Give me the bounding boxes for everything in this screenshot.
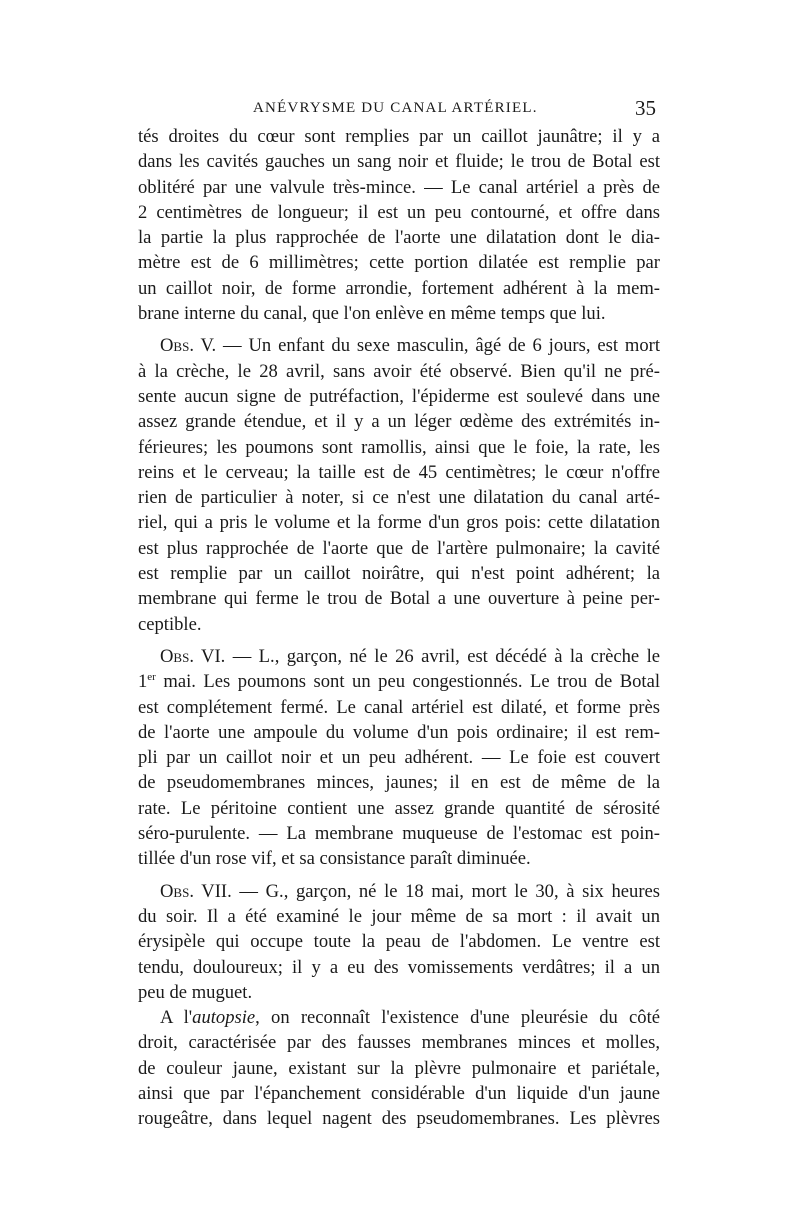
text-line: du soir. Il a été examiné le jour même de sa mort : il avait un <box>138 905 660 927</box>
text-line: férieures; les poumons sont ramollis, ainsi que le foie, la rate, les <box>138 436 660 458</box>
obs-heading-line <box>138 879 660 904</box>
obs-label: Obs. V. <box>160 335 217 357</box>
text-line: rougeâtre, dans lequel nagent des pseudomembranes. Les plèvres <box>138 1108 660 1130</box>
page-number: 35 <box>635 96 656 120</box>
text-line: assez grande étendue, et il y a un léger œdème des extrémités in- <box>138 411 660 433</box>
obs-label: Obs. VI. <box>160 645 226 667</box>
text-line: 2 centimètres de longueur; il est un peu contourné, et offre dans <box>138 201 660 223</box>
text-line: rate. Le péritoine contient une assez grande quantité de sérosité <box>138 797 660 819</box>
text-line: dans les cavités gauches un sang noir et fluide; le trou de Botal est <box>138 151 660 173</box>
text-line: de couleur jaune, existant sur la plèvre pulmonaire et pariétale, <box>138 1057 660 1079</box>
text-line: ainsi que par l'épanchement considérable d'un liquide d'un jaune <box>138 1082 660 1104</box>
text-line: rien de particulier à noter, si ce n'est une dilatation du canal arté- <box>138 487 660 509</box>
date-day: 1 <box>138 671 148 693</box>
text-line <box>138 669 660 694</box>
obs-heading-line <box>138 644 660 669</box>
ordinal-superscript: er <box>147 671 156 684</box>
text-line: est plus rapprochée de l'aorte que de l'artère pulmonaire; la cavité <box>138 537 660 559</box>
text-line: oblitéré par une valvule très-mince. — Le canal artériel a près de <box>138 176 660 198</box>
text-fragment: A l' <box>160 1007 193 1029</box>
text-line: séro-purulente. — La membrane muqueuse de l'estomac est poin- <box>138 823 660 845</box>
text-line: tendu, douloureux; il y a eu des vomissements verdâtres; il a un <box>138 956 660 978</box>
running-title: ANÉVRYSME DU CANAL ARTÉRIEL. <box>253 100 538 116</box>
text-line: à la crèche, le 28 avril, sans avoir été observé. Bien qu'il ne pré- <box>138 360 660 382</box>
text-line: tillée d'un rose vif, et sa consistance paraît diminuée. <box>138 848 531 870</box>
text-line: membrane qui ferme le trou de Botal a une ouverture à peine per- <box>138 588 660 610</box>
text-line: sente aucun signe de putréfaction, l'épiderme est soulevé dans une <box>138 385 660 407</box>
text-line: peu de muguet. <box>138 981 253 1003</box>
text-line: tés droites du cœur sont remplies par un caillot jaunâtre; il y a <box>138 126 660 147</box>
text-line: pli par un caillot noir et un peu adhérent. — Le foie est couvert <box>138 747 660 769</box>
text-line: riel, qui a pris le volume et la forme d'un gros pois: cette dilatation <box>138 512 660 534</box>
text-line: reins et le cerveau; la taille est de 45 centimètres; le cœur n'offre <box>138 461 660 483</box>
text-fragment: , on reconnaît l'existence d'une pleurésie du côté <box>255 1007 660 1029</box>
text-fragment: mai. Les poumons sont un peu congestionnés. Le trou de Botal <box>155 671 660 693</box>
body-text <box>138 124 660 1132</box>
text-line: de l'aorte une ampoule du volume d'un pois ordinaire; il est rem- <box>138 721 660 743</box>
obs-label: Obs. VII. <box>160 880 232 902</box>
text-line: érysipèle qui occupe toute la peau de l'abdomen. Le ventre est <box>138 931 660 953</box>
text-line: droit, caractérisée par des fausses membranes minces et molles, <box>138 1032 660 1054</box>
text-line: brane interne du canal, que l'on enlève en même temps que lui. <box>138 303 606 325</box>
obs-text: — G., garçon, né le 18 mai, mort le 30, à six heures <box>231 880 660 902</box>
autopsy-lead-line <box>138 1005 660 1030</box>
text-line: est complétement fermé. Le canal artériel est dilaté, et forme près <box>138 696 660 718</box>
text-line: de pseudomembranes minces, jaunes; il en est de même de la <box>138 772 660 794</box>
text-line: mètre est de 6 millimètres; cette portion dilatée est remplie par <box>138 252 660 274</box>
obs-heading-line <box>138 333 660 358</box>
text-line: est remplie par un caillot noirâtre, qui n'est point adhérent; la <box>138 563 660 585</box>
obs-text: — L., garçon, né le 26 avril, est décédé à la crèche le <box>225 645 660 667</box>
italic-term: autopsie <box>192 1007 256 1029</box>
running-head <box>138 96 660 120</box>
text-line: la partie la plus rapprochée de l'aorte une dilatation dont le dia- <box>138 227 660 249</box>
text-line: un caillot noir, de forme arrondie, fortement adhérent à la mem- <box>138 277 660 299</box>
obs-text: — Un enfant du sexe masculin, âgé de 6 jours, est mort <box>216 335 660 357</box>
text-line: ceptible. <box>138 613 202 635</box>
